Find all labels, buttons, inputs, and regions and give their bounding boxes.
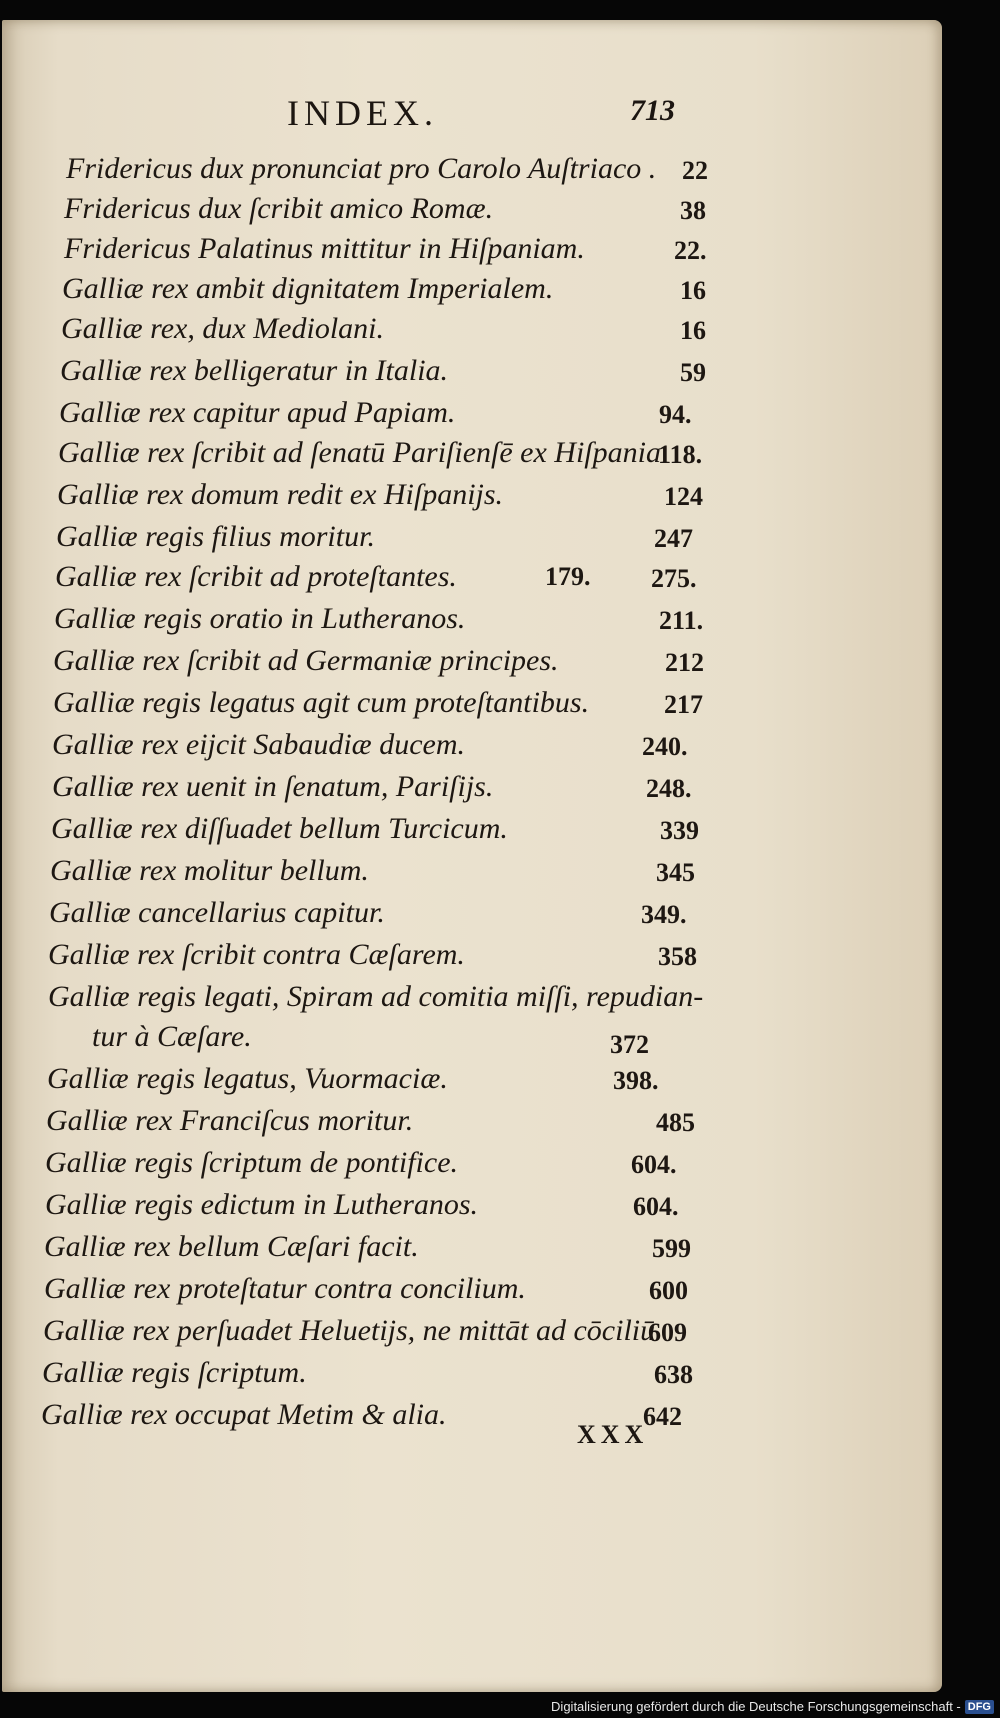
- digitization-credit: [551, 1699, 994, 1714]
- catchword: XXX: [577, 1420, 649, 1449]
- index-entries: Fridericus dux pronunciat pro Carolo Auſtriaco . 22 Fridericus dux ſcribit amico Romæ. 38 Fridericus Palatinus mittitur in Hiſpaniam. 22. Galliæ rex ambit dignitatem Imperialem. 16 Galliæ rex, dux Mediolani. 16 Galliæ rex belligeratur in Italia. 59 Galliæ rex capitur apud Papiam. 94. Galliæ rex ſcribit ad ſenatū Pariſienſē ex Hiſpania 118. Galliæ rex domum redit ex Hiſpanijs. 124 Galliæ regis filius moritur. 247 Galliæ rex ſcribit ad proteſtantes. 179. 275. Galliæ regis oratio in Lutheranos. 211. Galliæ rex ſcribit ad Germaniæ principes. 212 Galliæ regis legatus agit cum proteſtantibus. 217 Galliæ rex eijcit Sabaudiæ ducem. 240. Galliæ rex uenit in ſenatum, Pariſijs. 248. Galliæ rex diſſuadet bellum Turcicum. 339 Galliæ rex molitur bellum. 345 Galliæ cancellarius capitur. 349. Galliæ rex ſcribit contra Cæſarem. 358 Galliæ regis legati, Spiram ad comitia miſſi, repudian- tur à Cæſare. 372 Galliæ regis legatus, Vuormaciæ. 398. Galliæ rex Franciſcus moritur. 485 Galliæ regis ſcriptum de pontifice. 604. Galliæ regis edictum in Lutheranos. 604. Galliæ rex bellum Cæſari facit. 599 Galliæ rex proteſtatur contra concilium. 600 Galliæ rex perſuadet Heluetijs, ne mittāt ad cōciliū 609 Galliæ regis ſcriptum. 638 Galliæ rex occupat Metim & alia. 642: [41, 152, 708, 1431]
- index-heading: INDEX.: [287, 93, 438, 133]
- dfg-logo: DFG: [965, 1700, 994, 1714]
- page-number: 713: [630, 94, 675, 127]
- book-page: [2, 20, 942, 1692]
- secondary-page-ref: 179.: [545, 562, 591, 591]
- credit-text: Digitalisierung gefördert durch die Deutsche Forschungsgemeinschaft -: [551, 1699, 961, 1714]
